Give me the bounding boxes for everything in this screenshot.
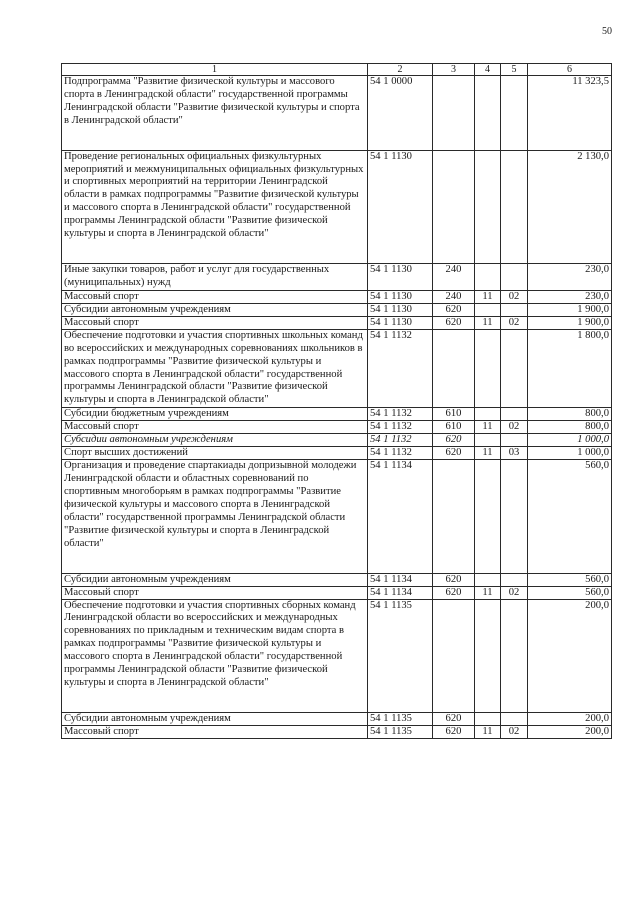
row-target-code: 54 1 1132	[368, 447, 433, 460]
row-description: Субсидии автономным учреждениям	[62, 303, 368, 316]
row-section	[475, 303, 501, 316]
row-amount: 560,0	[528, 586, 612, 599]
row-subsection	[501, 76, 528, 151]
row-target-code: 54 1 1130	[368, 150, 433, 263]
row-expense-type: 620	[433, 725, 475, 738]
row-amount: 1 800,0	[528, 329, 612, 407]
table-row	[62, 329, 612, 407]
row-subsection	[501, 460, 528, 573]
table-row	[62, 712, 612, 725]
row-section	[475, 263, 501, 290]
row-expense-type	[433, 599, 475, 712]
row-description: Субсидии бюджетным учреждениям	[62, 408, 368, 421]
table-row	[62, 599, 612, 712]
row-expense-type: 610	[433, 421, 475, 434]
row-target-code: 54 1 0000	[368, 76, 433, 151]
row-expense-type: 620	[433, 316, 475, 329]
row-subsection: 02	[501, 725, 528, 738]
row-description: Подпрограмма "Развитие физической культуры и массового спорта в Ленинградской области" государственной программы Ленинградской области "Развитие физической культуры и спорта в Ленинградской области"	[62, 76, 368, 151]
row-section	[475, 460, 501, 573]
row-amount: 1 900,0	[528, 303, 612, 316]
table-row	[62, 460, 612, 573]
row-subsection	[501, 329, 528, 407]
row-amount: 2 130,0	[528, 150, 612, 263]
row-description: Массовый спорт	[62, 725, 368, 738]
row-section	[475, 434, 501, 447]
row-section: 11	[475, 725, 501, 738]
table-row	[62, 573, 612, 586]
row-amount: 230,0	[528, 290, 612, 303]
row-expense-type: 620	[433, 586, 475, 599]
row-amount: 800,0	[528, 408, 612, 421]
budget-table	[61, 63, 612, 739]
row-amount: 560,0	[528, 460, 612, 573]
table-row	[62, 408, 612, 421]
col-header-description: 1	[62, 64, 368, 76]
row-subsection: 02	[501, 586, 528, 599]
row-description: Субсидии автономным учреждениям	[62, 434, 368, 447]
row-expense-type: 620	[433, 434, 475, 447]
row-amount: 1 000,0	[528, 447, 612, 460]
row-target-code: 54 1 1132	[368, 421, 433, 434]
row-section: 11	[475, 586, 501, 599]
row-expense-type	[433, 76, 475, 151]
row-amount: 200,0	[528, 599, 612, 712]
row-amount: 11 323,5	[528, 76, 612, 151]
row-section	[475, 76, 501, 151]
row-expense-type: 620	[433, 303, 475, 316]
row-target-code: 54 1 1130	[368, 290, 433, 303]
row-description: Иные закупки товаров, работ и услуг для государственных (муниципальных) нужд	[62, 263, 368, 290]
table-row	[62, 150, 612, 263]
row-description: Обеспечение подготовки и участия спортивных сборных команд Ленинградской области во всероссийских и международных соревнованиях по прикладным и техническим видам спорта в рамках подпрограммы "Развитие физической культуры и массового спорта в Ленинградской области" государственной программы Ленинградской области "Развитие физической культуры и спорта в Ленинградской области"	[62, 599, 368, 712]
row-expense-type: 610	[433, 408, 475, 421]
row-description: Спорт высших достижений	[62, 447, 368, 460]
row-section: 11	[475, 290, 501, 303]
row-expense-type: 240	[433, 263, 475, 290]
row-description: Массовый спорт	[62, 316, 368, 329]
row-description: Проведение региональных официальных физкультурных мероприятий и межмуниципальных официальных физкультурных и спортивных мероприятий на территории Ленинградской области в рамках подпрограммы "Развитие физической культуры и массового спорта в Ленинградской области" государственной программы Ленинградской области "Развитие физической культуры и спорта в Ленинградской области"	[62, 150, 368, 263]
col-header-subsection: 5	[501, 64, 528, 76]
row-expense-type: 620	[433, 447, 475, 460]
table-row	[62, 447, 612, 460]
table-row	[62, 303, 612, 316]
row-section	[475, 599, 501, 712]
row-expense-type	[433, 460, 475, 573]
row-section	[475, 408, 501, 421]
row-description: Обеспечение подготовки и участия спортивных школьных команд во всероссийских и международных соревнованиях школьников в рамках подпрограммы "Развитие физической культуры и массового спорта в Ленинградской области" государственной программы Ленинградской области "Развитие физической культуры и спорта в Ленинградской области"	[62, 329, 368, 407]
table-row	[62, 290, 612, 303]
row-description: Массовый спорт	[62, 421, 368, 434]
row-subsection	[501, 573, 528, 586]
table-row	[62, 586, 612, 599]
row-target-code: 54 1 1134	[368, 460, 433, 573]
row-amount: 1 000,0	[528, 434, 612, 447]
row-amount: 230,0	[528, 263, 612, 290]
row-subsection	[501, 150, 528, 263]
row-expense-type	[433, 150, 475, 263]
row-description: Массовый спорт	[62, 290, 368, 303]
row-amount: 800,0	[528, 421, 612, 434]
row-amount: 200,0	[528, 712, 612, 725]
row-subsection	[501, 303, 528, 316]
row-description: Субсидии автономным учреждениям	[62, 573, 368, 586]
row-target-code: 54 1 1135	[368, 725, 433, 738]
row-subsection	[501, 408, 528, 421]
row-target-code: 54 1 1132	[368, 329, 433, 407]
row-target-code: 54 1 1130	[368, 263, 433, 290]
row-target-code: 54 1 1132	[368, 408, 433, 421]
row-target-code: 54 1 1134	[368, 586, 433, 599]
row-expense-type: 240	[433, 290, 475, 303]
row-subsection	[501, 434, 528, 447]
row-subsection	[501, 263, 528, 290]
row-description: Организация и проведение спартакиады допризывной молодежи Ленинградской области и областных соревнований по спортивным многоборьям в рамках подпрограммы "Развитие физической культуры и массового спорта в Ленинградской области" государственной программы Ленинградской области "Развитие физической культуры и спорта в Ленинградской области"	[62, 460, 368, 573]
table-row	[62, 316, 612, 329]
row-section	[475, 329, 501, 407]
col-header-expense-type: 3	[433, 64, 475, 76]
table-row	[62, 263, 612, 290]
col-header-target-code: 2	[368, 64, 433, 76]
row-expense-type: 620	[433, 573, 475, 586]
row-expense-type	[433, 329, 475, 407]
table-row	[62, 421, 612, 434]
row-subsection: 03	[501, 447, 528, 460]
page-number: 50	[602, 26, 612, 37]
row-section: 11	[475, 421, 501, 434]
row-target-code: 54 1 1132	[368, 434, 433, 447]
row-description: Субсидии автономным учреждениям	[62, 712, 368, 725]
col-header-amount: 6	[528, 64, 612, 76]
row-subsection: 02	[501, 421, 528, 434]
header-row	[62, 64, 612, 76]
row-section: 11	[475, 447, 501, 460]
row-section	[475, 712, 501, 725]
row-target-code: 54 1 1130	[368, 303, 433, 316]
row-target-code: 54 1 1134	[368, 573, 433, 586]
col-header-section: 4	[475, 64, 501, 76]
row-target-code: 54 1 1135	[368, 599, 433, 712]
row-target-code: 54 1 1135	[368, 712, 433, 725]
row-amount: 560,0	[528, 573, 612, 586]
row-amount: 1 900,0	[528, 316, 612, 329]
row-subsection: 02	[501, 290, 528, 303]
table-row	[62, 434, 612, 447]
row-amount: 200,0	[528, 725, 612, 738]
row-subsection: 02	[501, 316, 528, 329]
row-section	[475, 150, 501, 263]
table-row	[62, 725, 612, 738]
row-subsection	[501, 712, 528, 725]
row-subsection	[501, 599, 528, 712]
row-expense-type: 620	[433, 712, 475, 725]
table-row	[62, 76, 612, 151]
row-target-code: 54 1 1130	[368, 316, 433, 329]
row-description: Массовый спорт	[62, 586, 368, 599]
row-section: 11	[475, 316, 501, 329]
row-section	[475, 573, 501, 586]
